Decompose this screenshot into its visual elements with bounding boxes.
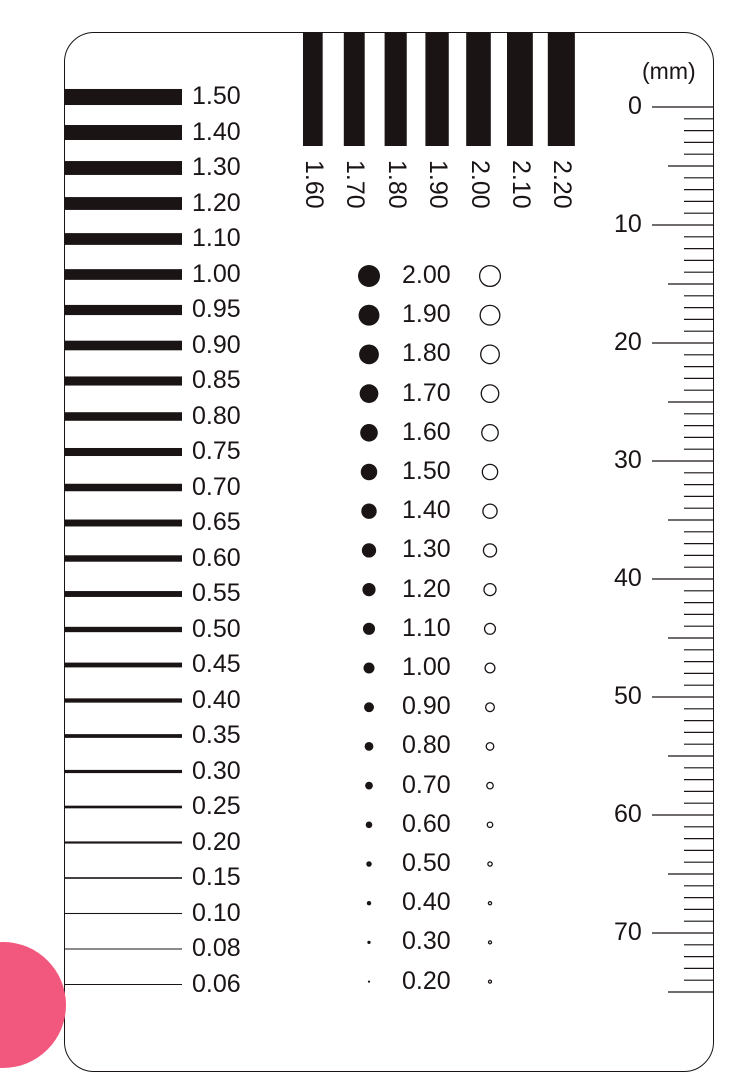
outline-dot-sample [489, 980, 492, 983]
bar-width-sample [466, 32, 491, 146]
dot-size-label: 1.80 [402, 339, 451, 368]
outline-dot-sample [488, 902, 491, 905]
line-width-label: 0.75 [192, 437, 241, 465]
line-width-sample [64, 197, 182, 210]
line-width-sample [64, 412, 182, 421]
filled-dot-sample [367, 901, 371, 905]
line-width-sample [64, 663, 182, 668]
dot-size-label: 0.40 [402, 888, 451, 917]
dot-size-label: 0.20 [402, 966, 451, 995]
line-width-label: 1.30 [192, 153, 241, 181]
filled-dot-sample [362, 583, 375, 596]
line-width-sample [64, 627, 182, 632]
line-width-sample [64, 806, 182, 809]
line-width-sample [64, 89, 182, 105]
line-width-sample [64, 913, 182, 914]
dot-size-label: 1.40 [402, 496, 451, 525]
line-width-sample [64, 161, 182, 175]
line-width-label: 1.40 [192, 117, 241, 146]
bar-width-label: 2.00 [465, 160, 494, 209]
bar-width-sample [385, 32, 407, 146]
bar-width-label: 1.60 [299, 160, 328, 209]
filled-dot-sample [367, 941, 370, 944]
outline-dot-sample [482, 464, 497, 479]
line-width-label: 0.65 [192, 508, 241, 536]
ruler-label: 60 [614, 800, 642, 828]
outline-dot-sample [486, 743, 494, 751]
line-width-sample [64, 341, 182, 351]
unit-label: (mm) [642, 58, 696, 84]
filled-dot-sample [361, 504, 376, 519]
outline-dot-sample [482, 425, 498, 441]
filled-dot-sample [363, 623, 375, 635]
outline-dot-sample [483, 504, 497, 518]
bar-width-sample [548, 32, 575, 146]
outline-dot-sample [489, 941, 492, 944]
dot-size-label: 1.10 [402, 613, 451, 642]
bar-width-label: 1.80 [382, 160, 411, 209]
filled-dot-sample [359, 305, 380, 326]
outline-dot-sample [487, 822, 492, 827]
filled-dot-sample [368, 981, 370, 983]
line-width-sample [64, 269, 182, 280]
dot-size-label: 0.70 [402, 770, 451, 799]
line-width-label: 0.70 [192, 472, 241, 501]
line-width-sample [64, 376, 182, 385]
line-width-label: 0.50 [192, 614, 241, 643]
line-width-label: 0.95 [192, 295, 241, 323]
filled-dot-sample [360, 424, 378, 442]
outline-dot-sample [484, 584, 496, 596]
dot-size-label: 1.60 [402, 417, 451, 446]
bar-width-sample [507, 32, 533, 146]
ruler-label: 50 [614, 682, 642, 710]
filled-dot-sample [364, 663, 375, 674]
line-width-label: 0.20 [192, 827, 241, 856]
outline-dot-sample [481, 385, 499, 403]
line-width-sample [64, 125, 182, 140]
ruler-label: 20 [614, 328, 642, 356]
outline-dot-sample [480, 305, 500, 325]
filled-dot-sample [361, 464, 378, 481]
filled-dot-sample [360, 384, 379, 403]
filled-dot-sample [362, 543, 376, 557]
line-width-label: 0.25 [192, 792, 241, 820]
ruler-label: 70 [614, 918, 642, 946]
line-width-sample [64, 734, 182, 738]
line-width-sample [64, 555, 182, 561]
line-width-sample [64, 877, 182, 879]
line-width-label: 0.08 [192, 934, 241, 962]
ruler-label: 40 [614, 564, 642, 592]
filled-dot-sample [365, 742, 374, 751]
line-width-sample [64, 984, 182, 985]
bar-width-label: 2.10 [506, 160, 535, 209]
line-width-sample [64, 698, 182, 702]
line-width-label: 0.85 [192, 366, 241, 394]
bar-width-label: 1.70 [341, 160, 370, 209]
outline-dot-sample [483, 544, 496, 557]
line-width-label: 0.90 [192, 330, 241, 359]
line-width-label: 0.35 [192, 721, 241, 749]
filled-dot-sample [366, 822, 373, 829]
line-width-label: 0.30 [192, 756, 241, 785]
outline-dot-sample [485, 663, 495, 673]
outline-dot-sample [488, 862, 492, 866]
line-width-label: 0.60 [192, 543, 241, 572]
dot-size-label: 2.00 [402, 261, 451, 289]
line-width-sample [64, 770, 182, 773]
line-width-label: 1.00 [192, 259, 241, 288]
bar-width-label: 1.90 [424, 160, 453, 209]
line-width-sample [64, 591, 182, 597]
dot-size-label: 1.20 [402, 574, 451, 603]
line-width-sample [64, 520, 182, 527]
line-width-label: 0.15 [192, 863, 241, 891]
dot-size-label: 0.90 [402, 692, 451, 721]
ruler-label: 0 [628, 92, 642, 120]
line-width-label: 0.06 [192, 969, 241, 998]
filled-dot-sample [364, 702, 374, 712]
dot-size-label: 1.50 [402, 457, 451, 485]
line-width-label: 0.80 [192, 401, 241, 430]
line-width-label: 0.40 [192, 685, 241, 714]
line-width-label: 0.10 [192, 898, 241, 927]
bar-width-label: 2.20 [548, 160, 577, 209]
line-width-sample [64, 949, 182, 950]
line-width-label: 0.45 [192, 650, 241, 678]
dot-size-label: 1.90 [402, 300, 451, 329]
dot-size-label: 0.80 [402, 731, 451, 760]
line-width-sample [64, 484, 182, 491]
outline-dot-sample [485, 623, 496, 634]
dot-size-label: 0.30 [402, 927, 451, 956]
outline-dot-sample [481, 345, 500, 364]
line-width-sample [64, 305, 182, 315]
dot-size-label: 1.00 [402, 653, 451, 681]
bar-width-sample [303, 32, 323, 146]
ruler-label: 10 [614, 210, 642, 238]
dot-size-label: 0.50 [402, 849, 451, 877]
ruler-label: 30 [614, 446, 642, 474]
outline-dot-sample [486, 703, 495, 712]
bar-width-sample [425, 32, 448, 146]
line-width-label: 1.10 [192, 224, 241, 252]
line-width-label: 1.20 [192, 188, 241, 217]
line-width-label: 0.55 [192, 579, 241, 607]
filled-dot-sample [365, 782, 373, 790]
filled-dot-sample [358, 265, 380, 287]
line-width-sample [64, 448, 182, 456]
dot-size-label: 1.30 [402, 535, 451, 564]
dot-size-label: 0.60 [402, 809, 451, 838]
dot-size-label: 1.70 [402, 378, 451, 407]
filled-dot-sample [366, 861, 372, 867]
bar-width-sample [344, 32, 365, 146]
line-width-sample [64, 841, 182, 843]
outline-dot-sample [480, 266, 501, 287]
outline-dot-sample [487, 782, 494, 789]
line-width-sample [64, 233, 182, 245]
line-width-label: 1.50 [192, 82, 241, 110]
filled-dot-sample [359, 345, 379, 365]
